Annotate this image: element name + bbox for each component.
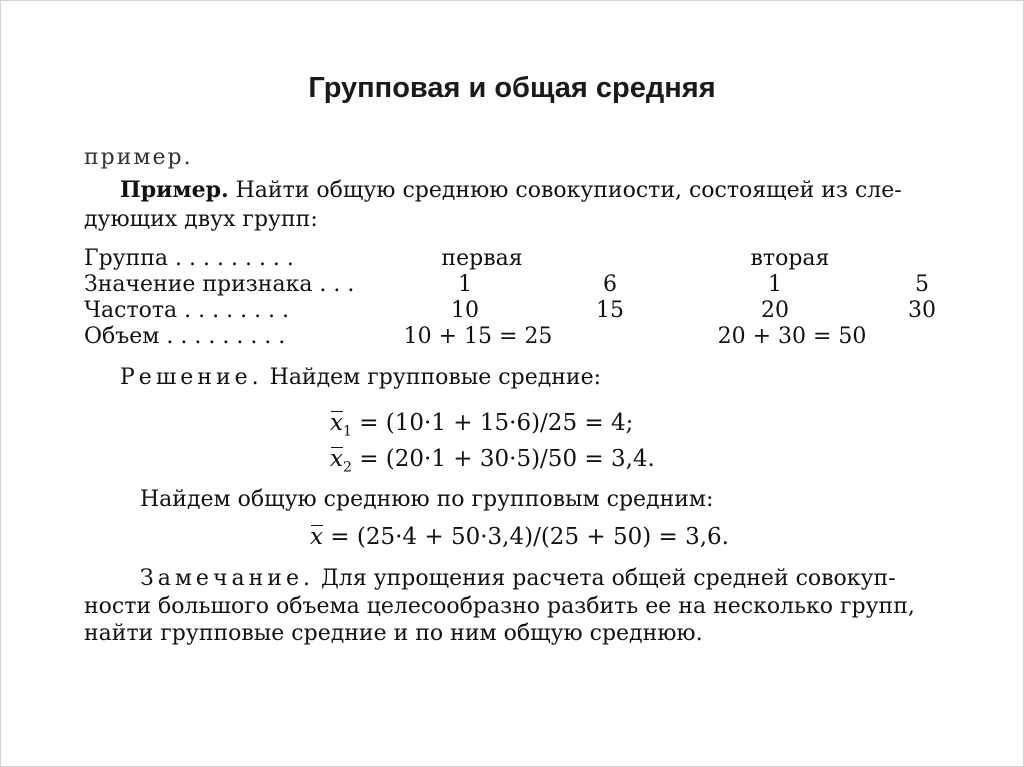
table-row — [0, 246, 1024, 274]
mean-symbol: x — [310, 524, 323, 550]
formula-expression: = (20·1 + 30·5)/50 = 3,4. — [351, 446, 655, 472]
mean-symbol: x — [330, 446, 343, 472]
intro-lead: Пример. — [120, 177, 229, 203]
slide-title: Групповая и общая средняя — [308, 72, 716, 104]
intro-line-1 — [120, 176, 902, 205]
table-cell: 20 — [761, 298, 789, 323]
mean-symbol: x — [330, 410, 343, 436]
remark-head: Замечание. — [140, 566, 314, 591]
table-cell: 10 — [451, 298, 479, 323]
table-cell: 1 — [768, 272, 782, 297]
mean-subscript: 2 — [342, 459, 352, 476]
formula-overall-mean — [310, 524, 729, 550]
solution-line — [120, 364, 601, 392]
intro-line-1-text: Найти общую среднюю совокупиости, состоящей из сле- — [228, 178, 902, 203]
formula-expression: = (25·4 + 50·3,4)/(25 + 50) = 3,6. — [322, 524, 729, 550]
formula-group-mean-2 — [330, 446, 655, 476]
table-cell: 15 — [596, 298, 624, 323]
row-label: Группа . . . . . . . . . — [84, 246, 294, 271]
table-row — [0, 298, 1024, 326]
group-2-volume: 20 + 30 = 50 — [717, 324, 867, 349]
table-cell: 1 — [458, 272, 472, 297]
row-label: Объем . . . . . . . . . — [84, 324, 286, 349]
formula-group-mean-1 — [330, 410, 633, 440]
table-cell: 30 — [908, 298, 936, 323]
formula-expression: = (10·1 + 15·6)/25 = 4; — [351, 410, 634, 436]
table-row — [0, 272, 1024, 300]
group-1-volume: 10 + 15 = 25 — [403, 324, 553, 349]
row-label: Значение признака . . . — [84, 272, 355, 297]
table-cell: 6 — [603, 272, 617, 297]
remark-line-1-text: Для упрощения расчета общей средней совокуп- — [313, 566, 896, 591]
mean-subscript: 1 — [342, 423, 352, 440]
remark-line-3: найти групповые средние и по ним общую среднюю. — [84, 621, 703, 646]
group-2-header: вторая — [750, 246, 830, 271]
cut-off-text-line: пример. — [84, 145, 193, 170]
intro-line-2: дующих двух групп: — [84, 207, 318, 232]
overall-mean-intro: Найдем общую среднюю по групповым средним: — [140, 487, 714, 512]
remark-line-2: ности большого объема целесообразно разбить ее на несколько групп, — [84, 594, 915, 619]
table-cell: 5 — [915, 272, 929, 297]
remark-line-1 — [140, 565, 896, 593]
solution-head: Решение. — [120, 365, 263, 390]
table-row — [0, 324, 1024, 352]
solution-text: Найдем групповые средние: — [262, 365, 602, 390]
row-label: Частота . . . . . . . . — [84, 298, 290, 323]
group-1-header: первая — [441, 246, 523, 271]
